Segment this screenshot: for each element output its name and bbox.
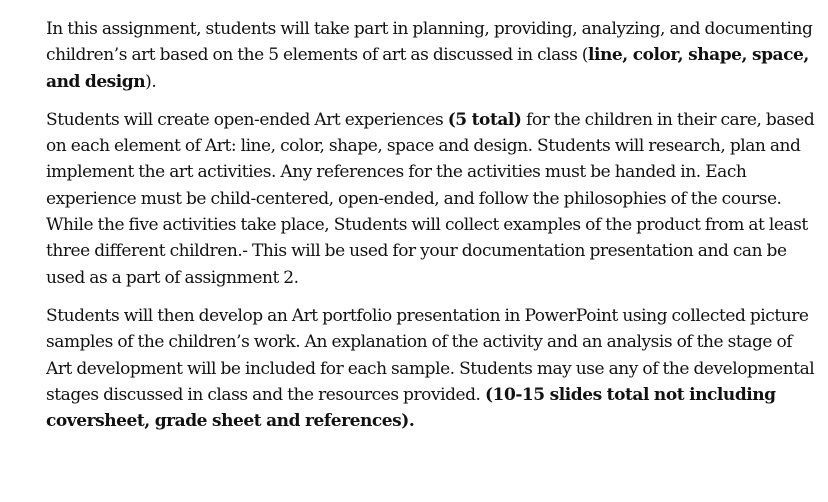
paragraph-portfolio [46, 303, 816, 434]
assignment-document [46, 16, 816, 446]
paragraph-intro-end: ). [145, 71, 157, 92]
five-total-bold: (5 total) [447, 109, 522, 130]
paragraph-experiences [46, 107, 816, 291]
paragraph-intro-text: In this assignment, students will take part in planning, providing, analyzing, and documenting children’s art based on the 5 elements of art as discussed in class ( [46, 19, 813, 66]
paragraph-experiences-start: Students will create open-ended Art experiences [46, 109, 448, 130]
slides-requirement-bold: (10-15 slides total not including coversheet, grade sheet and references). [46, 384, 776, 432]
paragraph-experiences-text: for the children in their care, based on each element of Art: line, color, shape, space and design. Students will research, plan and implement the art activities. Any references for the activities must be handed in. Each experience must be child-centered, open-ended, and follow the philosophies of the course. While the five activities take place, Students will collect examples of the product from at least three different children.- This will be used for your documentation presentation and can be used as a part of assignment 2. [46, 109, 815, 288]
paragraph-intro [46, 16, 816, 95]
elements-of-art-bold: line, color, shape, space, and design [46, 45, 809, 92]
paragraph-portfolio-text: Students will then develop an Art portfolio presentation in PowerPoint using collected picture samples of the children’s work. An explanation of the activity and an analysis of the stage of Art development will be included for each sample. Students may use any of the developmental stages discussed in class and the resources provided. [46, 305, 815, 405]
